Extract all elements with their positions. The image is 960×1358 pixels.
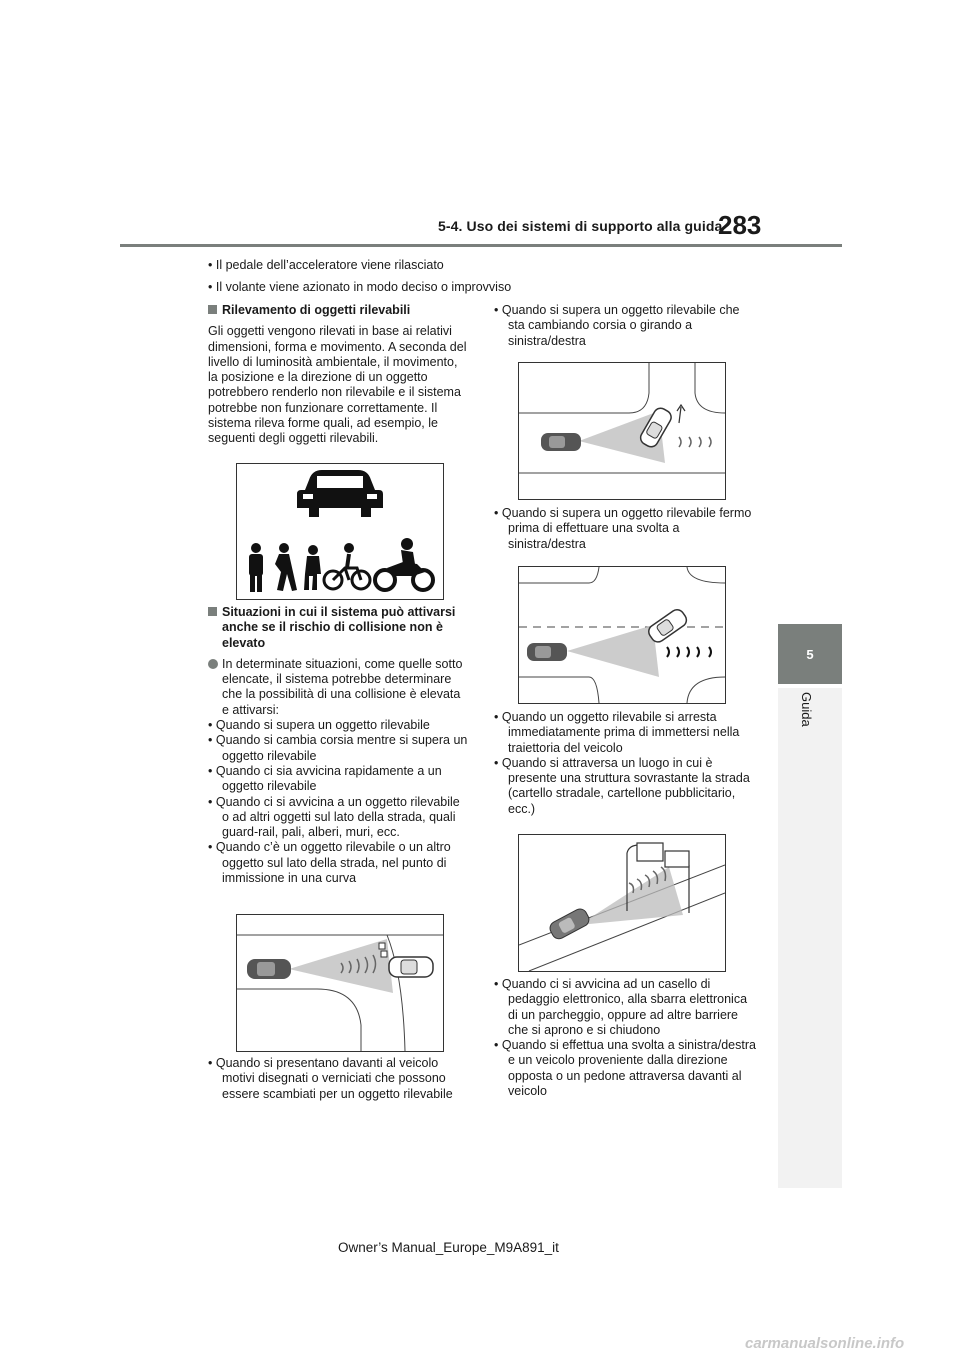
figure-overhead-structure [518,834,726,972]
stationary-car-icon [646,607,689,645]
own-car-icon [247,959,291,979]
figure-lane-change [518,362,726,500]
situation-item: • Quando si supera un oggetto rilevabile [208,718,430,733]
watermark: carmanualsonline.info [745,1335,905,1352]
situation-item: • Quando si cambia corsia mentre si supera un oggetto rilevabile [208,733,468,763]
top-bullet-2: • Il volante viene azionato in modo deciso o improvviso [208,280,512,295]
object-stops-bullet: • Quando un oggetto rilevabile si arresta immediatamente prima di immettersi nella traiettoria del veicolo [494,710,740,755]
top-bullet-1: • Il pedale dell’acceleratore viene rilasciato [208,258,444,272]
situations-list [208,718,470,886]
chapter-tab-number [778,624,842,684]
painted-patterns-bullet: • Quando si presentano davanti al veicolo motivi disegnati o verniciati che possono essere scambiati per un oggetto rilevabile [208,1056,453,1101]
bicycle-icon [324,543,370,589]
right-bullets-5-6 [494,977,756,1099]
detectable-objects-illustration [237,464,443,599]
paragraph-situations-text: In determinate situazioni, come quelle sotto elencate, il sistema potrebbe determinare che la possibilità di una collisione è elevata e attivarsi: [222,656,463,717]
heading-situations [208,605,470,651]
own-car-icon [548,907,592,942]
circle-bullet-icon [208,659,218,669]
turn-arrow-icon [677,405,685,423]
pedestrian-standing-icon [249,543,263,592]
heading-detection-text: Rilevamento di oggetti rilevabili [222,303,411,317]
figure-curve-entry [236,914,444,1052]
lane-change-bullet: • Quando si supera un oggetto rilevabile che sta cambiando corsia o girando a sinistra/destra [494,303,740,348]
lane-change-illustration [519,363,725,499]
situation-item: • Quando ci sia avvicina rapidamente a un oggetto rilevabile [208,763,442,794]
turn-oncoming-bullet: • Quando si effettua una svolta a sinistra/destra e un veicolo proveniente dalla direzione opposta o un pedone attraversa davanti al veicolo [494,1038,756,1099]
square-bullet-icon [208,305,217,314]
detection-wave-icons [679,437,711,447]
chapter-tab-label [798,690,822,750]
right-bullets-3-4 [494,710,756,817]
paragraph-detection: Gli oggetti vengono rilevati in base ai relativi dimensioni, forma e movimento. A seconda del livello di luminosità ambientale, il movimento, la posizione e la direzione di un oggetto potrebbero renderlo non rilevabile e il sistema potrebbe non funzionare correttamente. Il sistema rileva forme quali, ad esempio, le seguenti degli oggetti rilevabili. [208,324,467,446]
figure-turn-stationary [518,566,726,704]
footer-manual-id: Owner’s Manual_Europe_M9A891_it [338,1240,559,1255]
toll-gate-bullet: • Quando ci si avvicina ad un casello di pedaggio elettronico, alla sbarra elettronica di un parcheggio, oppure ad altre barriere che si aprono e si chiudono [494,977,748,1037]
curve-entry-illustration [237,915,443,1051]
overhead-structure-bullet: • Quando si attraversa un luogo in cui è presente una struttura sovrastante la strada (cartello stradale, cartellone pubblicitario, ecc.) [494,755,750,816]
car-front-icon [297,470,383,517]
oncoming-car-icon [389,957,433,977]
square-bullet-icon [208,607,217,616]
left-column-top [208,303,470,447]
page-number: 283 [718,210,762,240]
stationary-object-bullet: • Quando si supera un oggetto rilevabile fermo prima di effettuare una svolta a sinistra/destra [494,506,752,551]
right-bullet-1 [494,303,756,349]
situation-item: • Quando c’è un oggetto rilevabile o un altro oggetto sul lato della strada, nel punto di immissione in una curva [208,840,451,886]
motorcycle-icon [375,538,433,590]
own-car-icon [541,433,581,451]
section-title: 5-4. Uso dei sistemi di supporto alla guida [438,218,723,234]
chapter-tab-bar [778,688,842,1188]
left-column-situations [208,605,470,886]
pedestrian-child-icon [304,545,321,590]
header-rule [120,244,842,247]
chapter-number: 5 [806,646,814,662]
heading-situations-text: Situazioni in cui il sistema può attivarsi anche se il rischio di collisione non è elevato [222,605,456,650]
heading-detection [208,303,470,318]
left-bottom-bullet [208,1056,470,1102]
pedestrian-walking-icon [275,543,297,591]
paragraph-situations [208,657,470,718]
right-bullet-2 [494,506,756,552]
chapter-label: Guida [799,692,814,727]
top-bullets [208,258,768,296]
turn-stationary-illustration [519,567,725,703]
situation-item: • Quando ci si avvicina a un oggetto rilevabile o ad altri oggetti sul lato della strada, quali guard-rail, pali, alberi, muri, ecc. [208,794,460,840]
detection-wave-icons [667,647,711,657]
own-car-icon [527,643,567,661]
figure-detectable-objects [236,463,444,600]
overhead-structure-illustration [519,835,725,971]
